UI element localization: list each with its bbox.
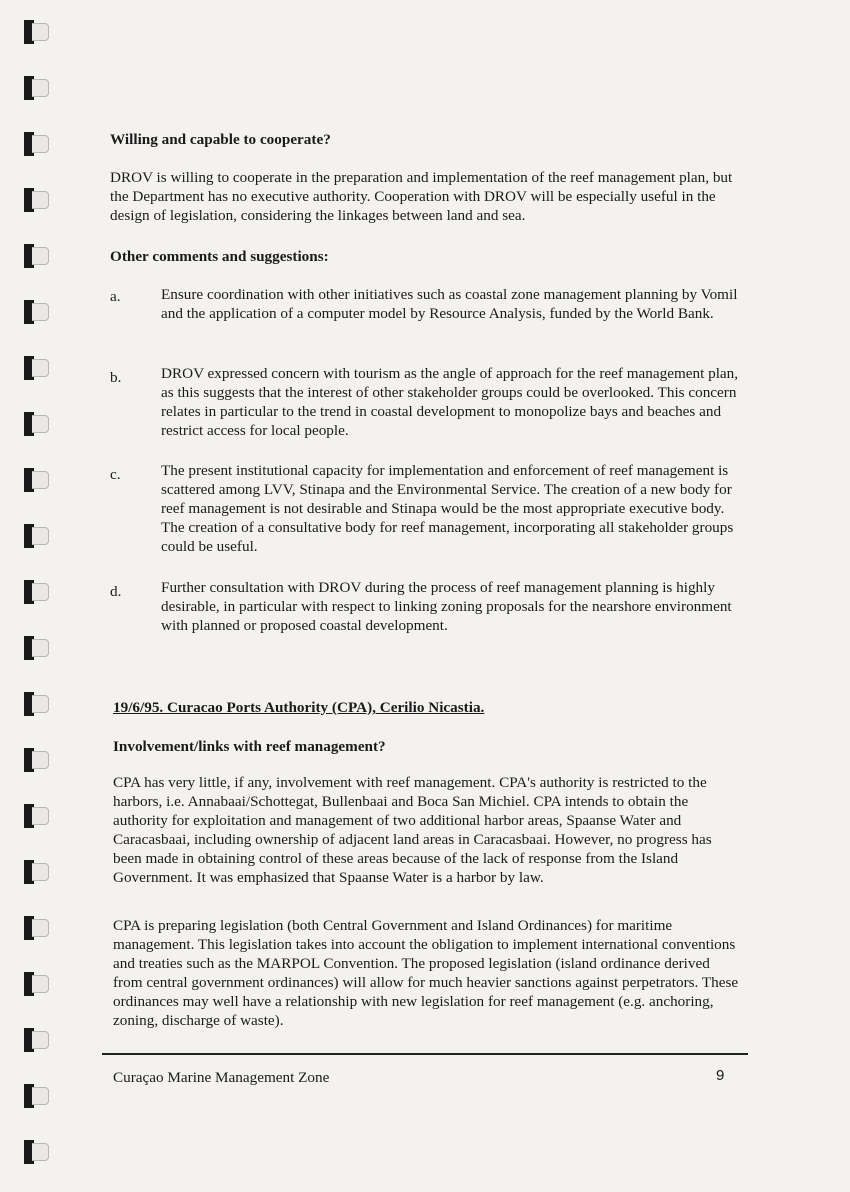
binding-ring bbox=[18, 1140, 48, 1164]
binding-ring bbox=[18, 412, 48, 436]
footer-title: Curaçao Marine Management Zone bbox=[113, 1069, 330, 1086]
binding-ring bbox=[18, 76, 48, 100]
meeting-title: 19/6/95. Curacao Ports Authority (CPA), Cerilio Nicastia. bbox=[113, 699, 485, 716]
binding-ring bbox=[18, 300, 48, 324]
binding-ring bbox=[18, 916, 48, 940]
footer-divider bbox=[102, 1053, 748, 1055]
paragraph-cpa-authority: CPA has very little, if any, involvement with reef management. CPA's authority is restricted to the harbors, i.e. Annabaai/Schottegat, Bullenbaai and Boca San Michiel. CPA intends to obtain the authority for exploitation and management of two additional harbor areas, Spaanse Water and Caracasbaai, including ownership of adjacent land areas in Caracasbaai. However, no progress has been made in obtaining control of these areas because of the lack of response from the Island Government. It was emphasized that Spaanse Water is a harbor by law. bbox=[113, 774, 712, 886]
list-item-letter: c. bbox=[110, 466, 121, 483]
binding-ring bbox=[18, 1028, 48, 1052]
list-item-text: The present institutional capacity for implementation and enforcement of reef management is scattered among LVV, Stinapa and the Environmental Service. The creation of a new body for reef management is not desirable and Stinapa would be the most appropriate executive body. The creation of a consultative body for reef management, incorporating all stakeholder groups could be useful. bbox=[161, 462, 734, 555]
list-item-letter: a. bbox=[110, 288, 121, 305]
list-item-text: Further consultation with DROV during the process of reef management planning is highly desirable, in particular with respect to linking zoning proposals for the nearshore environment with planned or proposed coastal development. bbox=[161, 579, 732, 634]
binding-ring bbox=[18, 972, 48, 996]
section-heading-comments: Other comments and suggestions: bbox=[110, 248, 329, 265]
paragraph-willing: DROV is willing to cooperate in the preparation and implementation of the reef management plan, but the Department has no executive authority. Cooperation with DROV will be especially useful in the design of legislation, considering the linkages between land and sea. bbox=[110, 169, 733, 224]
list-item-text: DROV expressed concern with tourism as the angle of approach for the reef management plan, as this suggests that the interest of other stakeholder groups could be overlooked. This concern relates in particular to the trend in coastal development to monopolize bays and beaches and restrict access for local people. bbox=[161, 365, 739, 439]
binding-ring bbox=[18, 524, 48, 548]
binding-ring bbox=[18, 356, 48, 380]
binding-ring bbox=[18, 636, 48, 660]
list-item-text: Ensure coordination with other initiatives such as coastal zone management planning by Vomil and the application of a computer model by Resource Analysis, funded by the World Bank. bbox=[161, 286, 738, 322]
section-heading-willing: Willing and capable to cooperate? bbox=[110, 131, 331, 148]
binding-ring bbox=[18, 20, 48, 44]
binding-ring bbox=[18, 244, 48, 268]
binding-ring bbox=[18, 804, 48, 828]
spiral-binding bbox=[18, 10, 58, 1185]
page-number: 9 bbox=[716, 1067, 725, 1084]
binding-ring bbox=[18, 748, 48, 772]
binding-ring bbox=[18, 1084, 48, 1108]
binding-ring bbox=[18, 188, 48, 212]
paragraph-cpa-legislation: CPA is preparing legislation (both Central Government and Island Ordinances) for maritime management. This legislation takes into account the obligation to implement international conventions and treaties such as the MARPOL Convention. The proposed legislation (island ordinance derived from central government ordinances) will allow for much heavier sanctions against perpetrators. These ordinances may well have a relationship with new legislation for reef management (e.g. anchoring, zoning, discharge of waste). bbox=[113, 917, 739, 1029]
list-item-letter: d. bbox=[110, 583, 122, 600]
binding-ring bbox=[18, 580, 48, 604]
binding-ring bbox=[18, 468, 48, 492]
section-heading-involvement: Involvement/links with reef management? bbox=[113, 738, 386, 755]
binding-ring bbox=[18, 692, 48, 716]
binding-ring bbox=[18, 860, 48, 884]
list-item-letter: b. bbox=[110, 369, 122, 386]
binding-ring bbox=[18, 132, 48, 156]
